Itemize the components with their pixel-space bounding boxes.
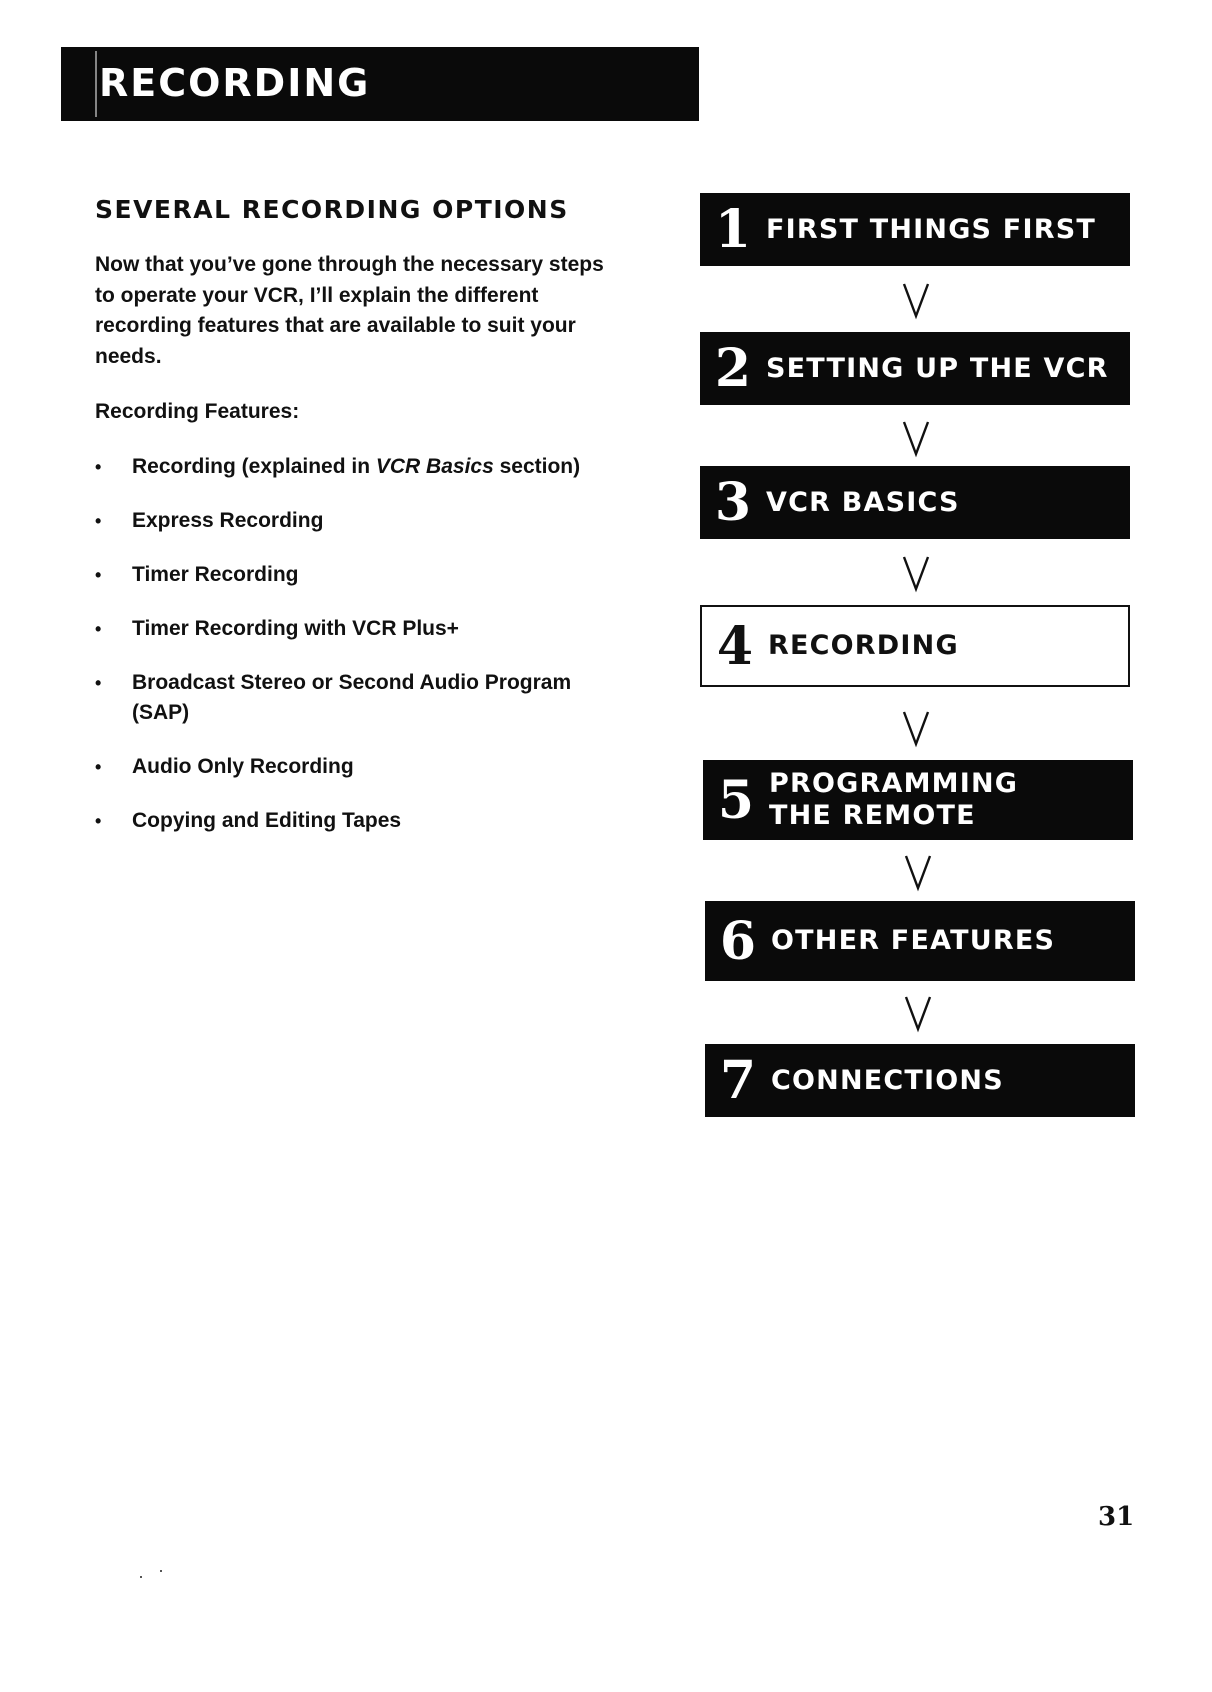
chapter-number: 4 [716,615,754,677]
scan-speck [140,1576,142,1578]
chapter-step-4-current [700,605,1130,687]
chapter-label: SETTING UP THE VCR [766,352,1109,384]
chapter-step-3 [700,466,1130,539]
feature-text: Timer Recording with VCR Plus+ [132,617,459,640]
feature-after: section) [493,455,581,478]
down-arrow-icon [901,553,931,593]
feature-italic: VCR Basics [375,455,494,478]
page-title: RECORDING [99,61,371,105]
header-divider [95,51,97,117]
chapter-label: FIRST THINGS FIRST [766,213,1096,245]
down-arrow-icon [901,418,931,458]
chapter-label: CONNECTIONS [771,1064,1004,1096]
chapter-number: 2 [714,338,752,399]
chapter-label: VCR BASICS [766,486,960,518]
chapter-number: 1 [714,199,752,260]
chapter-flow [700,0,1140,1150]
down-arrow-icon [901,280,931,320]
chapter-label: RECORDING [768,630,959,661]
down-arrow-icon [901,708,931,748]
list-item [95,614,615,644]
list-item [95,668,615,728]
chapter-step-1 [700,193,1130,266]
section-header [61,47,699,121]
chapter-number: 3 [714,472,752,533]
chapter-step-6 [705,901,1135,981]
intro-paragraph: Now that you’ve gone through the necessary steps to operate your VCR, I’ll explain the different recording features that are available to suit your needs. [95,253,604,368]
chapter-step-5 [703,760,1133,840]
list-item [95,560,615,590]
down-arrow-icon [903,852,933,892]
feature-text: Copying and Editing Tapes [132,809,402,832]
chapter-number: 6 [719,910,757,972]
feature-text: Audio Only Recording [132,755,354,778]
chapter-label: OTHER FEATURES [771,925,1056,956]
list-item [95,806,615,836]
chapter-number: 7 [719,1050,757,1111]
page-number: 31 [1098,1502,1135,1532]
feature-text: Recording (explained in [132,455,376,478]
feature-text: Express Recording [132,509,324,532]
feature-list [95,452,615,860]
chapter-step-2 [700,332,1130,405]
chapter-number: 5 [717,769,755,831]
down-arrow-icon [903,993,933,1033]
list-item [95,506,615,536]
chapter-label: PROGRAMMING THE REMOTE [769,768,1019,831]
scan-speck [160,1570,162,1572]
features-label: Recording Features: [95,400,300,423]
feature-text: Timer Recording [132,563,299,586]
feature-text: Broadcast Stereo or Second Audio Program (SAP) [132,671,572,724]
list-item [95,752,615,782]
section-title: SEVERAL RECORDING OPTIONS [95,195,569,224]
list-item [95,452,615,482]
chapter-step-7 [705,1044,1135,1117]
